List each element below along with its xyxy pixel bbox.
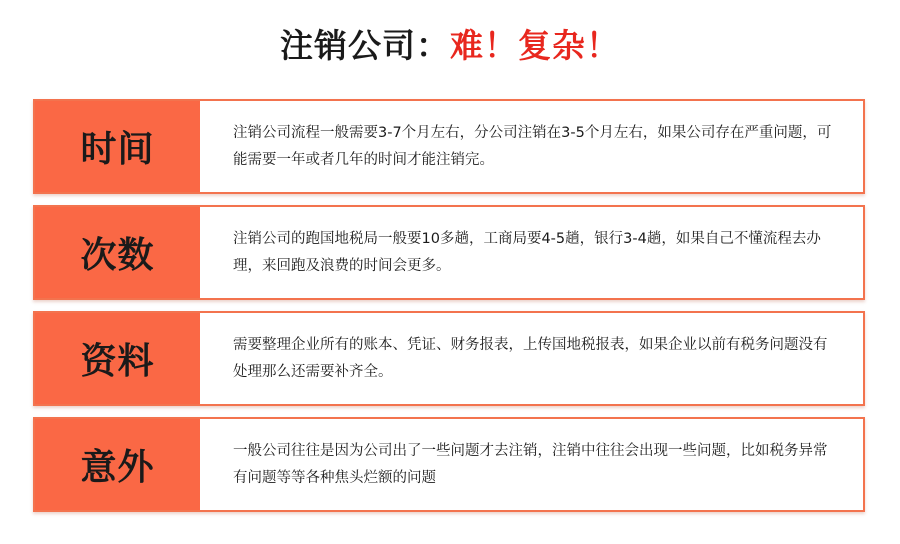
info-row-accident <box>33 417 865 512</box>
info-row-documents <box>33 311 865 406</box>
title-accent: 难！复杂！ <box>450 26 620 65</box>
row-text: 需要整理企业所有的账本、凭证、财务报表，上传国地税报表，如果企业以前有税务问题没有处理那么还需要补齐全。 <box>233 336 828 380</box>
row-text: 一般公司往往是因为公司出了一些问题才去注销，注销中往往会出现一些问题，比如税务异常有问题等等各种焦头烂额的问题 <box>233 442 828 486</box>
row-content <box>200 101 863 192</box>
info-row-count <box>33 205 865 300</box>
row-content <box>200 419 863 510</box>
row-content <box>200 207 863 298</box>
info-row-time <box>33 99 865 194</box>
row-content <box>200 313 863 404</box>
row-text: 注销公司的跑国地税局一般要10多趟，工商局要4-5趟，银行3-4趟，如果自己不懂流程去办理，来回跑及浪费的时间会更多。 <box>233 230 821 274</box>
row-label: 次数 <box>80 235 155 276</box>
row-label: 意外 <box>80 447 155 488</box>
row-label: 资料 <box>80 341 155 382</box>
row-label: 时间 <box>80 129 155 170</box>
page-title <box>0 24 900 68</box>
title-main: 注销公司： <box>280 26 450 65</box>
row-text: 注销公司流程一般需要3-7个月左右，分公司注销在3-5个月左右，如果公司存在严重问题，可能需要一年或者几年的时间才能注销完。 <box>233 124 832 168</box>
